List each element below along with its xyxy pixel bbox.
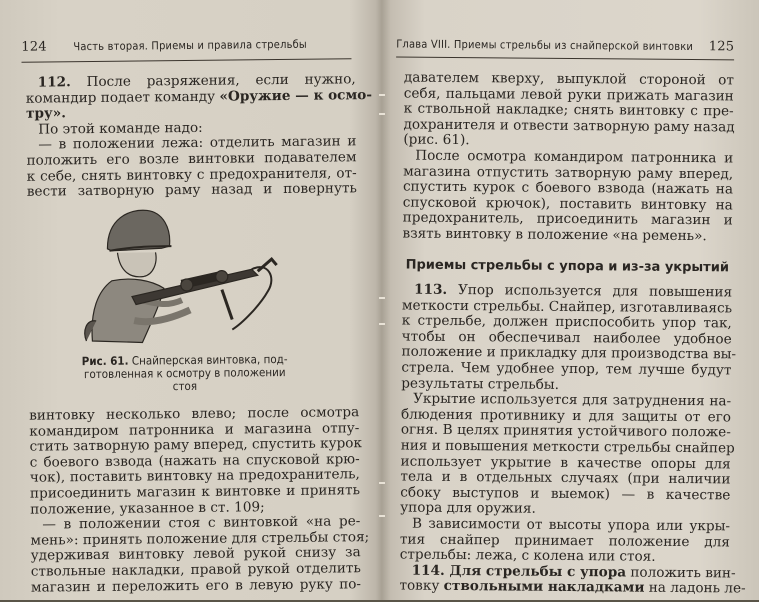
text-line: — в положении лежа: отделить магазин и [38, 133, 357, 153]
left-page-header [21, 36, 351, 57]
text-line: положить его возле винтовки подавателем [26, 149, 357, 169]
text-line: ния и повышения меткости стрельбы снайпер [400, 437, 735, 457]
text-line: спусковой крючок), поставить винтовку на [402, 194, 733, 214]
text-line: удерживая винтовку левой рукой снизу за [30, 544, 361, 565]
text-line: 113. Упор используется для повышения [414, 281, 733, 301]
text-line: винтовку несколько влево; после осмотра [29, 404, 360, 424]
page-number: 125 [708, 39, 735, 55]
text-line: товку ствольными накладками на ладонь ле- [399, 577, 746, 597]
text-line: тела и в отдельных случаях (при наличии [400, 468, 731, 488]
text-line: тру». [25, 105, 66, 122]
text-line: положение, указанное в ст. 109; [30, 498, 265, 518]
text-line: чтобы он обеспечивал наиболее удобное [401, 328, 732, 348]
text-line: блюдения противнику и для защиты от его [400, 406, 732, 426]
text-line: упора для оружия. [400, 499, 536, 518]
left-top-text [25, 71, 373, 200]
text-line: присоединить магазин к винтовке и принять [29, 482, 361, 502]
text-line: магазин и переложить его в левую руку по- [30, 575, 362, 596]
text-line: к стрельбе, должен приспособить упор так, [401, 312, 732, 332]
text-line: командир подает команду «Оружие — к осмо- [25, 86, 373, 107]
text-line: результаты стрельбы. [401, 375, 560, 393]
text-line: 114. Для стрельбы с упора положить вин- [411, 562, 736, 582]
figure-caption-line: готовленная к осмотру в положении [83, 364, 286, 382]
text-line: мень»: принять положение для стрельбы стоя; [30, 528, 370, 549]
figure-caption-label: Рис. 61. [81, 353, 129, 369]
text-line: положение и прикладку для производства вы- [401, 343, 737, 363]
page-number: 124 [21, 39, 47, 55]
text-line: вести затворную раму назад и повернуть [26, 180, 357, 200]
text-line: предохранитель, присоединить магазин и [402, 209, 733, 229]
text-line: После осмотра командиром патронника и [415, 147, 734, 167]
soldier-with-rifle-illustration [71, 199, 288, 351]
text-line: ствольные накладки, правой рукой отделить [30, 560, 361, 580]
right-page [379, 0, 759, 602]
text-line: 112. После разряжения, если нужно, [37, 71, 356, 91]
text-line: меткости стрельбы. Снайпер, изготавливаясь [401, 297, 733, 317]
text-line: По этой команде надо: [38, 119, 203, 138]
text-line: (рис. 61). [403, 131, 470, 149]
figure-caption-line: стоя [172, 378, 198, 394]
text-line: — в положении стоя с винтовкой «на ре- [42, 513, 361, 533]
text-line: стрельбы: лежа, с колена или стоя. [399, 546, 656, 565]
text-line: чок), поставить винтовку на предохранитель, [29, 466, 360, 487]
text-line: стить затворную раму вперед, спустить курок [29, 435, 363, 455]
text-line: стрела. Чем удобнее упор, тем лучше будут [401, 359, 732, 379]
text-line: магазина отпустить затворную раму вперед, [403, 163, 734, 182]
running-header: Часть вторая. Приемы и правила стрельбы [73, 37, 307, 54]
running-header: Глава VIII. Приемы стрельбы из снайперской винтовки [396, 37, 694, 54]
text-line: дохранителя и отвести затворную раму назад [403, 116, 735, 136]
figure-caption-line: Снайперская винтовка, под- [131, 351, 288, 368]
text-line: с боевого взвода (нажать на спусковой крю- [29, 451, 360, 471]
header-rule [21, 58, 351, 62]
text-line: спустить курок с боевого взвода (нажать на [402, 178, 734, 198]
header-rule [396, 56, 734, 60]
text-line: к себе, снять винтовку с предохранителя, от- [26, 164, 357, 185]
right-top-text [402, 71, 733, 245]
right-section-text [399, 281, 746, 598]
left-bottom-text [29, 404, 370, 596]
text-line: огня. В целях принятия устойчивого положе- [400, 421, 731, 441]
text-line: сбоку выступов и выемок) — в качестве [400, 484, 731, 504]
section-heading: Приемы стрельбы с упора и из-за укрытий [405, 257, 730, 276]
text-line: к ствольной накладке; снять винтовку с пре- [403, 100, 734, 120]
figure-caption [77, 353, 293, 394]
text-line: использует укрытие в качестве опоры для [400, 453, 731, 472]
right-page-header [396, 36, 734, 57]
text-line: взять винтовку в положение «на ремень». [402, 225, 707, 245]
text-line: себя, пальцами левой руки прижать магазин [403, 85, 734, 105]
text-line: В зависимости от высоты упора или укры- [411, 515, 731, 535]
text-line: командиром патронника и магазина отпу- [29, 419, 360, 440]
text-line: тия снайпер принимает положение для [399, 531, 730, 550]
text-line: давателем кверху, выпуклой стороной от [403, 69, 734, 89]
text-line: Укрытие используется для затруднения на- [413, 390, 732, 410]
